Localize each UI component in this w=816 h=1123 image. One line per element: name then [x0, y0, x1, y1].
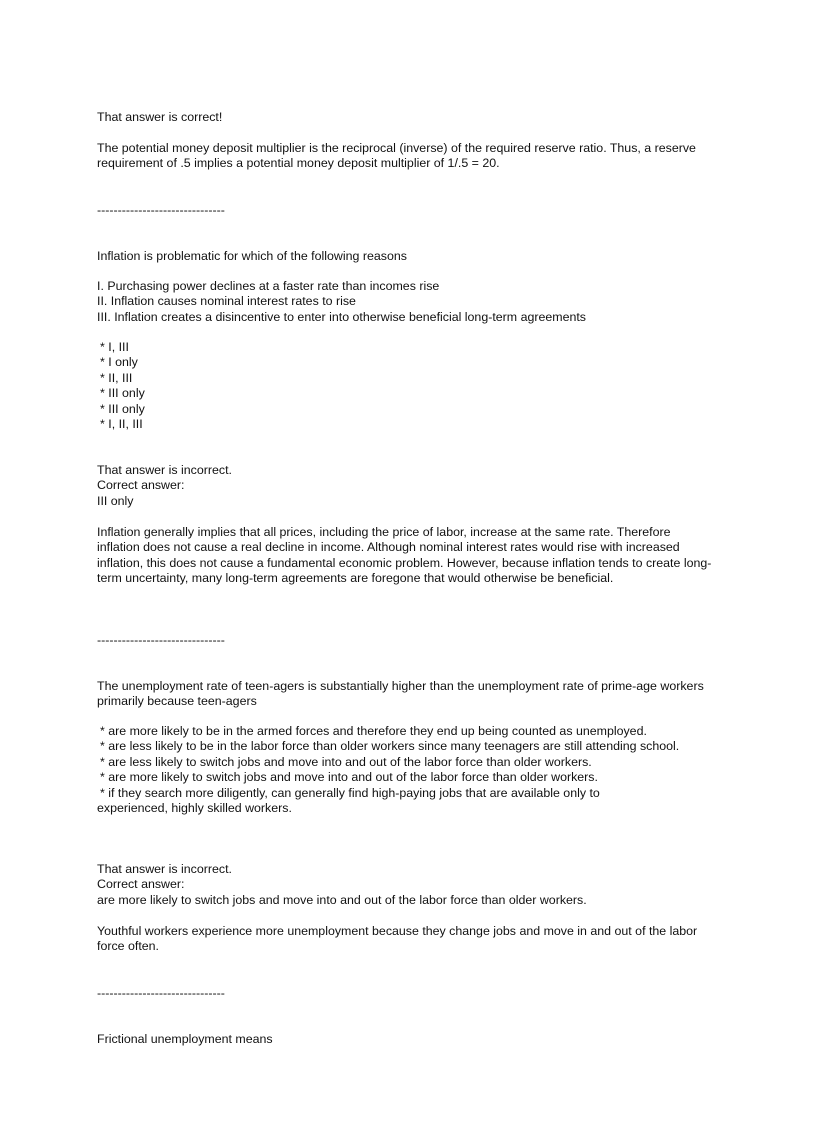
answer-options [97, 724, 717, 816]
explanation-text: The potential money deposit multiplier is the reciprocal (inverse) of the required reserve ratio. Thus, a reserve requirement of .5 implies a potential money deposit multiplier of 1/.5 = 20. [97, 141, 696, 171]
answer-option[interactable]: * III only [100, 401, 145, 416]
separator: ------------------------------- [97, 633, 225, 647]
answer-feedback [97, 463, 722, 509]
answer-status [97, 110, 722, 125]
statement-item: III. Inflation creates a disincentive to enter into otherwise beneficial long-term agreements [97, 309, 587, 324]
correct-answer-text: III only [97, 493, 134, 508]
correct-answer-label: Correct answer: [97, 877, 185, 892]
question-text [97, 249, 722, 264]
answer-option[interactable]: * are less likely to be in the labor force than older workers since many teenagers are still attending school. [100, 739, 680, 754]
answer-option[interactable]: * I, II, III [100, 417, 143, 432]
answer-option[interactable]: * if they search more diligently, can generally find high-paying jobs that are available only to experienced, highly skilled workers. [97, 785, 600, 816]
explanation-paragraph [97, 141, 719, 172]
statement-item: I. Purchasing power declines at a faster rate than incomes rise [97, 279, 440, 293]
explanation-text: Youthful workers experience more unemployment because they change jobs and move in and out of the labor force often. [97, 924, 698, 954]
answer-option[interactable]: * are more likely to switch jobs and move into and out of the labor force than older workers. [100, 770, 598, 785]
explanation-paragraph [97, 525, 715, 587]
statement-list [97, 279, 722, 325]
correct-answer-text: are more likely to switch jobs and move into and out of the labor force than older workers. [97, 892, 587, 907]
explanation-text: Inflation generally implies that all prices, including the price of labor, increase at the same rate. Therefore inflation does not cause a real decline in income. Although nominal interest rates would rise with increased inflation, this does not cause a fundamental economic problem. However, because inflation tends to create long-term uncertainty, many long-term agreements are foregone that would otherwise be beneficial. [97, 525, 712, 586]
answer-options [97, 340, 722, 432]
answer-option[interactable]: * II, III [100, 370, 133, 385]
result-text: That answer is incorrect. [97, 463, 232, 477]
answer-option[interactable]: * III only [100, 386, 145, 401]
question-3: The unemployment rate of teen-agers is substantially higher than the unemployment rate of prime-age workers primarily because teen-agers [97, 679, 704, 709]
status-text: That answer is correct! [97, 110, 223, 124]
question-text [97, 1032, 722, 1047]
question-4: Frictional unemployment means [97, 1032, 273, 1046]
answer-feedback [97, 862, 722, 908]
result-text: That answer is incorrect. [97, 862, 232, 876]
question-text [97, 679, 722, 710]
answer-option[interactable]: * are less likely to switch jobs and move into and out of the labor force than older workers. [100, 754, 592, 769]
explanation-paragraph [97, 924, 709, 955]
answer-option[interactable]: * I, III [100, 340, 129, 354]
answer-option[interactable]: * are more likely to be in the armed forces and therefore they end up being counted as unemployed. [100, 724, 647, 738]
separator: ------------------------------- [97, 203, 225, 217]
statement-item: II. Inflation causes nominal interest rates to rise [97, 294, 356, 309]
answer-option[interactable]: * I only [100, 355, 138, 370]
question-2: Inflation is problematic for which of the following reasons [97, 249, 407, 263]
correct-answer-label: Correct answer: [97, 478, 185, 493]
separator: ------------------------------- [97, 986, 225, 1000]
